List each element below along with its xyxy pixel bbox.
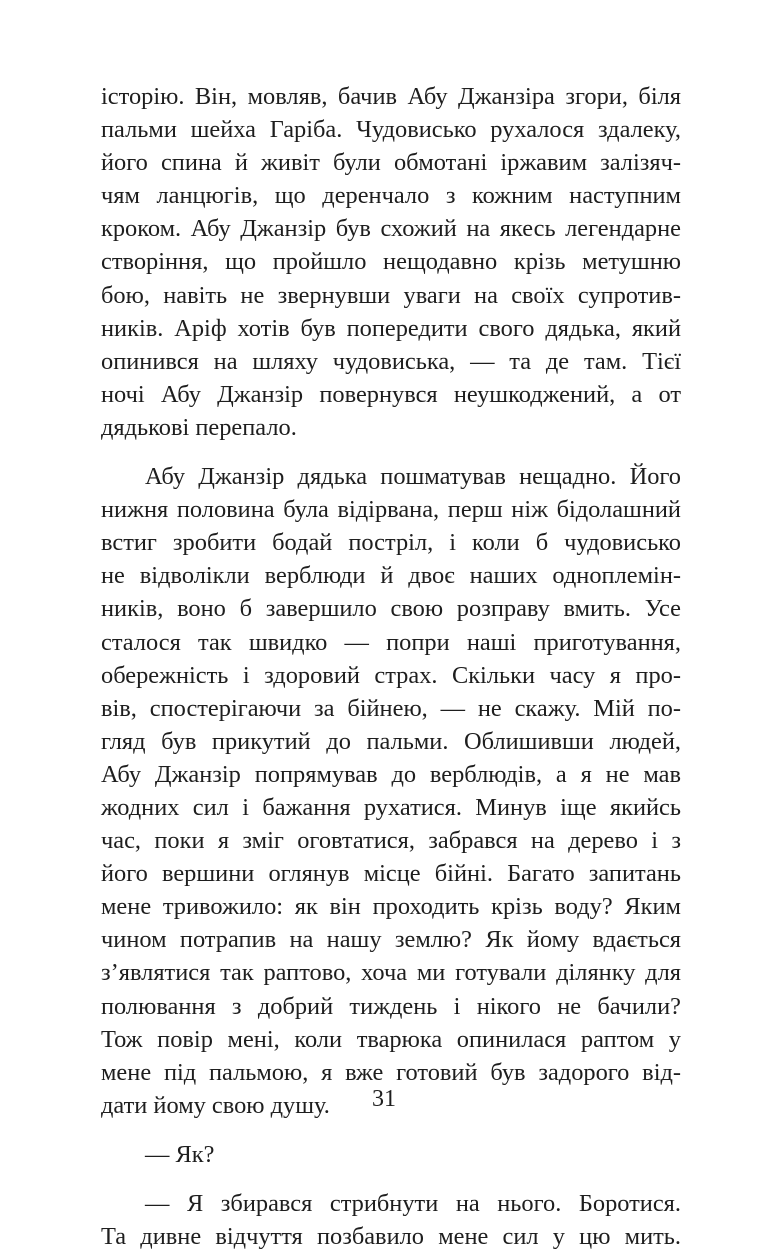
text-line: опинився на шляху чудовиська, — та де там. Тієї [101,347,681,375]
text-line: дати йому свою душу. [101,1091,330,1119]
text-line: встиг зробити бодай постріл, і коли б чудовисько [101,529,681,557]
text-line: — Я збирався стрибнути на нього. Боротися. [145,1190,681,1217]
text-line: обережність і здоровий страх. Скільки часу я про- [101,661,681,689]
text-line: бою, навіть не звернувши уваги на своїх супротив- [101,281,681,309]
body-text [101,80,681,1253]
text-line: жодних сил і бажання рухатися. Минув іще якийсь [101,793,681,821]
text-line: його вершини оглянув місце бійні. Багато запитань [101,860,681,888]
text-line: Абу Джанзір попрямував до верблюдів, а я не мав [101,760,681,788]
paragraph-gap [101,1171,681,1187]
text-line: сталося так швидко — попри наші приготування, [101,628,681,656]
text-line: нижня половина була відірвана, перш ніж бідолашний [101,496,681,524]
text-line: мене під пальмою, я вже готовий був задорого від- [101,1058,681,1086]
paragraph-gap [101,1122,681,1138]
text-line: Та дивне відчуття позбавило мене сил у цю мить. [101,1223,681,1251]
text-line: чином потрапив на нашу землю? Як йому вдається [101,926,681,954]
paragraph-4 [101,1187,681,1253]
text-line: кроком. Абу Джанзір був схожий на якесь легендарне [101,215,681,243]
text-line: ночі Абу Джанзір повернувся неушкоджений, а от [101,380,681,408]
text-line: час, поки я зміг оговтатися, забрався на дерево і з [101,827,681,855]
text-line: вів, спостерігаючи за бійнею, — не скажу. Мій по- [101,694,681,722]
text-line: ників, воно б завершило свою розправу вмить. Усе [101,595,681,623]
text-line: полювання з добрий тиждень і нікого не бачили? [101,992,681,1020]
text-line: мене тривожило: як він проходить крізь воду? Яким [101,893,681,921]
text-line: не відволікли верблюди й двоє наших одноплемін- [101,562,681,590]
text-line: ників. Аріф хотів був попередити свого дядька, який [101,314,681,342]
text-line: гляд був прикутий до пальми. Облишивши людей, [101,727,681,755]
text-line: з’являтися так раптово, хоча ми готували ділянку для [101,959,681,987]
text-line: — Як? [145,1140,215,1168]
text-line: чям ланцюгів, що деренчало з кожним наступним [101,182,681,210]
text-line: Тож повір мені, коли тварюка опинилася раптом у [101,1025,681,1053]
paragraph-2 [101,460,681,1122]
text-line: дядькові перепало. [101,413,297,441]
paragraph-gap [101,444,681,460]
text-line: створіння, що пройшло нещодавно крізь метушню [101,248,681,276]
text-line: історію. Він, мовляв, бачив Абу Джанзіра згори, біля [101,83,681,110]
text-line: Абу Джанзір дядька пошматував нещадно. Його [145,463,681,491]
paragraph-1 [101,80,681,444]
page-number: 31 [372,1086,396,1112]
paragraph-3 [101,1138,681,1171]
text-line: пальми шейха Гаріба. Чудовисько рухалося здалеку, [101,116,681,144]
text-line: його спина й живіт були обмотані іржавим залізяч- [101,149,681,177]
